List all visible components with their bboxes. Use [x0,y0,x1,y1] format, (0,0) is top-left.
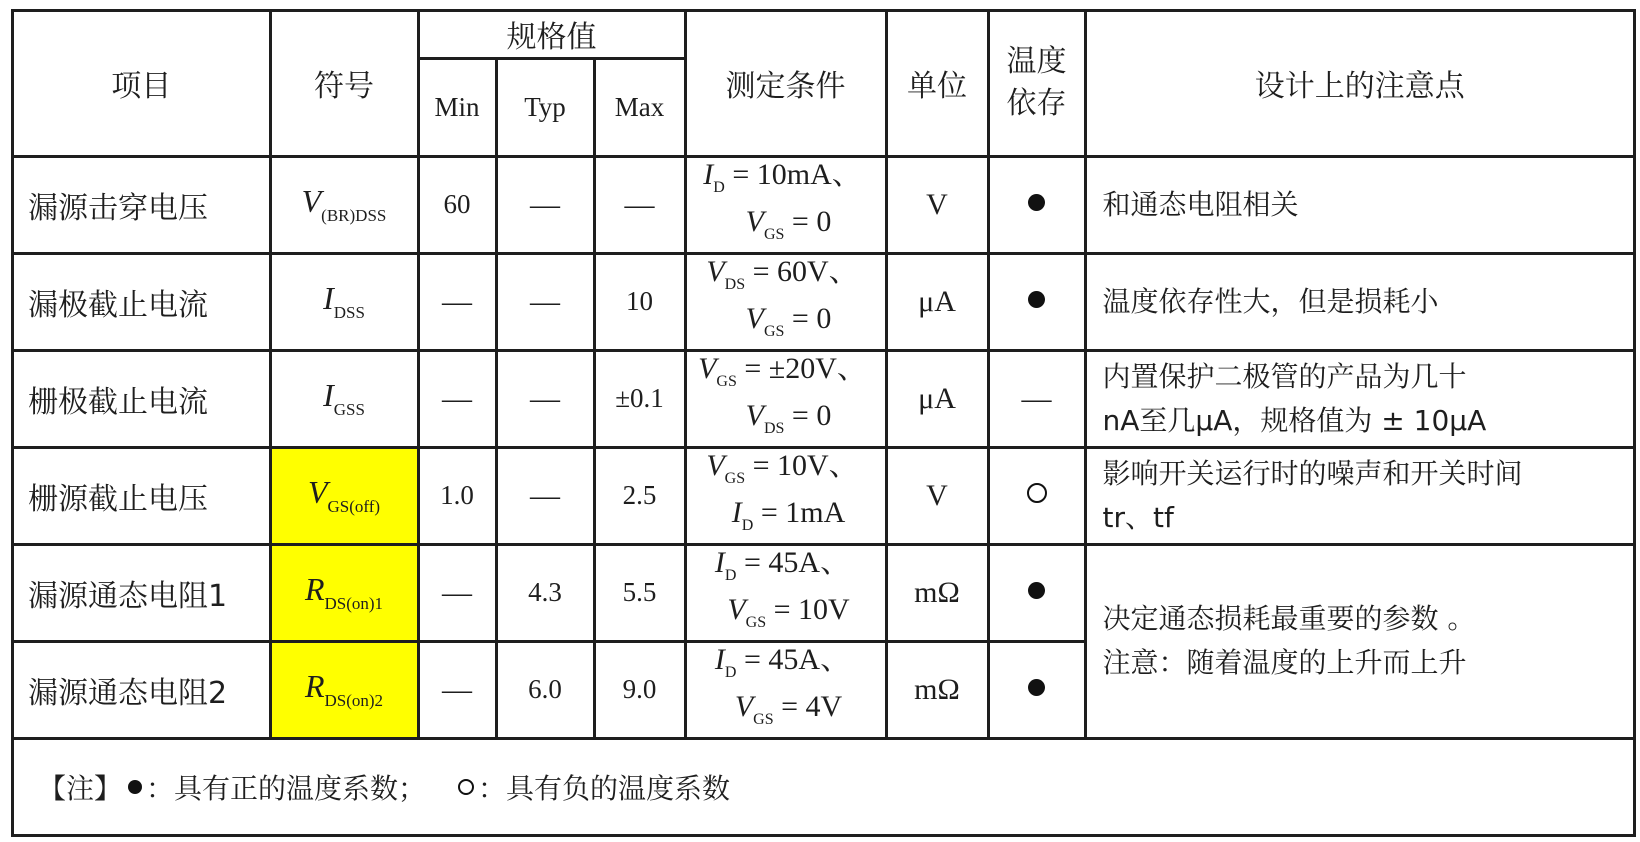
table-row [14,156,1633,253]
header-condition: 测定条件 [685,12,886,156]
row-unit: μA [886,253,988,350]
row-condition: $I_D = 45A$、 $V_{GS} = 4V$ [685,641,886,738]
table-row [14,447,1633,544]
row-symbol-highlighted: $R_{DS(on)1}$ [270,544,418,641]
table-row [14,253,1633,350]
row-temp: — [988,350,1085,447]
row-temp [988,641,1085,738]
row-condition: $V_{DS} = 60V$、 $V_{GS} = 0$ [685,253,886,350]
row-unit: μA [886,350,988,447]
row-note-merged [1085,544,1633,738]
row-temp [988,544,1085,641]
row-max: ±0.1 [594,350,685,447]
row-condition: $I_D = 45A$、 $V_{GS} = 10V$ [685,544,886,641]
row-max: 10 [594,253,685,350]
row-note-line2: nA至几μA，规格值为 ± 10μA [1102,403,1487,437]
row-min: — [418,350,496,447]
spec-table-frame [11,9,1636,837]
row-note-line2: tr、tf [1102,500,1174,534]
open-circle-icon [1027,483,1047,503]
legend-footer [14,740,1633,834]
row-max: — [594,156,685,253]
header-temp-line2: 依存 [1006,86,1067,122]
row-min: — [418,544,496,641]
header-typ: Typ [496,58,594,156]
row-note-line1: 影响开关运行时的噪声和开关时间 [1102,456,1523,490]
row-symbol-highlighted: $R_{DS(on)2}$ [270,641,418,738]
row-temp [988,253,1085,350]
header-min: Min [418,58,496,156]
row-item: 漏源通态电阻2 [14,641,270,738]
filled-circle-icon [1028,194,1045,211]
legend-negative-text: ：具有负的温度系数 [478,772,731,805]
row-note: 和通态电阻相关 [1085,156,1633,253]
row-unit: V [886,447,988,544]
row-note-line1: 内置保护二极管的产品为几十 [1102,359,1467,393]
header-max: Max [594,58,685,156]
row-note [1085,350,1633,447]
row-note: 温度依存性大，但是损耗小 [1085,253,1633,350]
row-typ: — [496,350,594,447]
row-symbol: $V_{(BR)DSS}$ [270,156,418,253]
row-max: 9.0 [594,641,685,738]
row-symbol: $I_{DSS}$ [270,253,418,350]
row-item: 漏极截止电流 [14,253,270,350]
row-temp [988,447,1085,544]
row-max: 2.5 [594,447,685,544]
row-min: — [418,253,496,350]
header-unit: 单位 [886,12,988,156]
legend-positive-text: ：具有正的温度系数； [146,772,427,805]
header-temp-line1: 温度 [1006,44,1067,80]
merged-note-line1: 决定通态损耗最重要的参数 。 [1102,602,1476,636]
row-typ: — [496,156,594,253]
row-temp [988,156,1085,253]
row-unit: mΩ [886,641,988,738]
filled-circle-icon [1028,679,1045,696]
row-condition: $V_{GS} = \pm 20V$、 $V_{DS} = 0$ [685,350,886,447]
legend-prefix: 【注】 [38,772,123,805]
row-min: — [418,641,496,738]
row-condition: $I_D = 10mA$、 $V_{GS} = 0$ [685,156,886,253]
header-spec-group: 规格值 [418,12,685,58]
merged-note-line2: 注意：随着温度的上升而上升 [1102,646,1467,680]
row-item: 漏源通态电阻1 [14,544,270,641]
filled-circle-icon [1028,291,1045,308]
open-circle-icon [458,779,474,795]
row-symbol: $I_{GSS}$ [270,350,418,447]
row-item: 漏源击穿电压 [14,156,270,253]
filled-circle-icon [128,780,142,794]
header-symbol: 符号 [270,12,418,156]
row-typ: 4.3 [496,544,594,641]
row-item: 栅源截止电压 [14,447,270,544]
header-design-notes: 设计上的注意点 [1085,12,1633,156]
row-typ: 6.0 [496,641,594,738]
row-note [1085,447,1633,544]
row-unit: mΩ [886,544,988,641]
row-symbol-highlighted: $V_{GS(off)}$ [270,447,418,544]
row-typ: — [496,447,594,544]
row-min: 1.0 [418,447,496,544]
mosfet-spec-table [14,12,1633,740]
row-item: 栅极截止电流 [14,350,270,447]
row-max: 5.5 [594,544,685,641]
row-condition: $V_{GS} = 10V$、 $I_D = 1mA$ [685,447,886,544]
header-item: 项目 [14,12,270,156]
header-temperature-dependence [988,12,1085,156]
row-unit: V [886,156,988,253]
table-row [14,350,1633,447]
row-min: 60 [418,156,496,253]
filled-circle-icon [1028,582,1045,599]
row-typ: — [496,253,594,350]
table-row [14,544,1633,641]
